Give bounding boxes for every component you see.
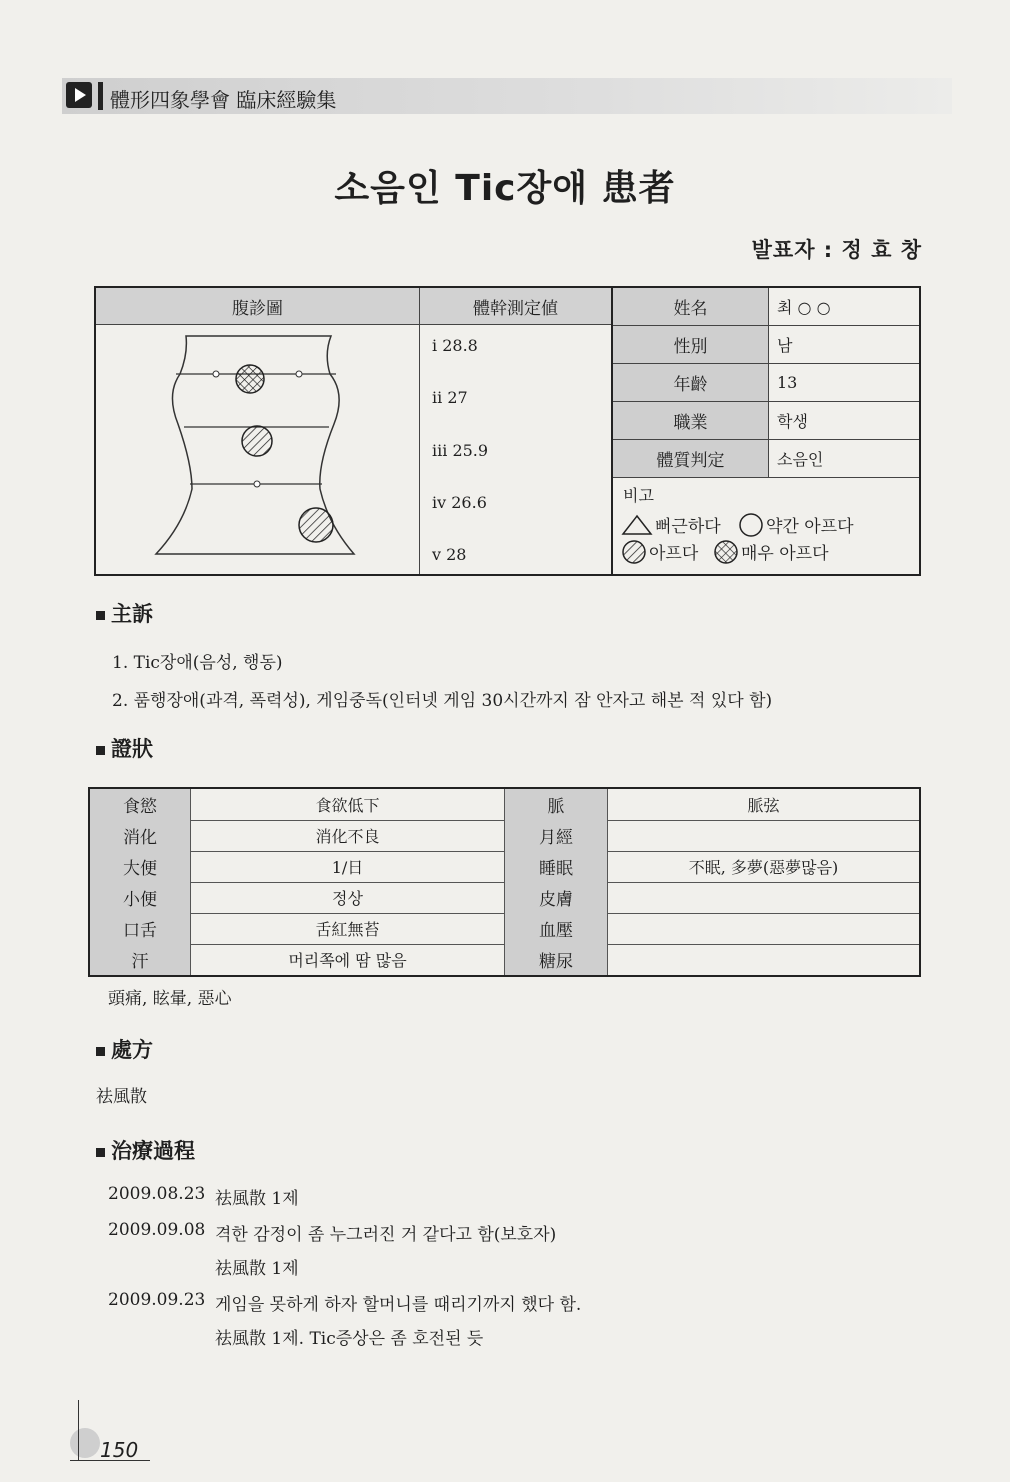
info-label: 職業 xyxy=(613,402,769,439)
info-value: 소음인 xyxy=(777,450,824,469)
symptom-label: 口舌 xyxy=(90,913,191,944)
complaint-item-2: 2. 품행장애(과격, 폭력성), 게임중독(인터넷 게임 30시간까지 잠 안자고 해본 적 있다 함) xyxy=(112,691,773,711)
symptom-label: 脈 xyxy=(505,789,608,820)
patient-info-table xyxy=(94,286,921,576)
treatment-date: 2009.08.23 xyxy=(108,1184,206,1204)
prescription-heading: 處方 xyxy=(96,1034,153,1064)
treatment-text: 격한 감정이 좀 누그러진 거 같다고 함(보호자) xyxy=(215,1225,557,1245)
symptom-note: 頭痛, 眩暈, 惡心 xyxy=(108,989,232,1009)
play-icon xyxy=(66,82,92,108)
info-value: 13 xyxy=(777,373,798,392)
symptom-label: 月經 xyxy=(505,820,608,851)
measurement-iv: iv 26.6 xyxy=(432,493,487,512)
table-row xyxy=(90,820,919,852)
remarks-legend xyxy=(613,477,919,574)
symptom-value xyxy=(608,944,919,975)
measurement-values xyxy=(420,324,613,574)
treatment-text: 祛風散 1제. Tic증상은 좀 호전된 듯 xyxy=(215,1329,484,1349)
info-row-occupation xyxy=(613,402,919,440)
torso-diagram-icon xyxy=(96,324,419,574)
abdominal-diagram xyxy=(96,324,420,574)
info-row-sex xyxy=(613,326,919,364)
symptom-value: 不眠, 多夢(惡夢많음) xyxy=(688,858,839,877)
info-value: 학생 xyxy=(777,412,808,431)
treatment-text: 祛風散 1제 xyxy=(215,1189,299,1209)
legend-text: 뻐근하다 xyxy=(655,517,721,537)
header-divider xyxy=(98,82,103,110)
crosshatched-circle-icon xyxy=(713,540,739,564)
symptoms-table xyxy=(88,787,921,977)
page-divider xyxy=(78,1400,79,1460)
symptom-label: 食慾 xyxy=(90,789,191,820)
treatment-text: 게임을 못하게 하자 할머니를 때리기까지 했다 함. xyxy=(215,1295,582,1315)
measurement-i: i 28.8 xyxy=(432,336,478,355)
treatment-date: 2009.09.23 xyxy=(108,1290,206,1310)
symptom-label: 汗 xyxy=(90,944,191,975)
circle-icon xyxy=(738,513,764,537)
treatment-date: 2009.09.08 xyxy=(108,1220,206,1240)
symptom-value xyxy=(608,913,919,944)
measurement-header: 體幹測定値 xyxy=(420,288,613,325)
symptom-label: 大便 xyxy=(90,851,191,882)
treatment-text: 祛風散 1제 xyxy=(215,1259,299,1279)
symptom-label: 消化 xyxy=(90,820,191,851)
chief-complaint-heading: 主訴 xyxy=(96,598,153,628)
presenter: 발표자 : 정 효 창 xyxy=(751,238,922,262)
symptom-value: 1/日 xyxy=(191,851,505,882)
symptom-label: 皮膚 xyxy=(505,882,608,913)
measurement-v: v 28 xyxy=(432,545,467,564)
legend-severe-pain xyxy=(713,539,829,564)
symptom-label: 糖尿 xyxy=(505,944,608,975)
table-row xyxy=(90,882,919,914)
prescription-text: 祛風散 xyxy=(96,1087,147,1107)
info-row-age xyxy=(613,364,919,402)
legend-text: 아프다 xyxy=(649,544,699,564)
symptom-value: 정상 xyxy=(191,882,505,913)
table-row xyxy=(90,913,919,945)
page-number: 150 xyxy=(100,1438,139,1462)
info-label: 年齡 xyxy=(613,364,769,401)
symptom-value: 머리쪽에 땀 많음 xyxy=(191,944,505,975)
symptom-value xyxy=(608,820,919,851)
info-label: 姓名 xyxy=(613,288,769,325)
page-marker xyxy=(70,1428,100,1458)
legend-slight-pain xyxy=(738,512,854,537)
legend-text: 약간 아프다 xyxy=(766,517,854,537)
treatment-heading: 治療過程 xyxy=(96,1135,195,1165)
symptom-value: 脈弦 xyxy=(747,796,780,815)
table-row xyxy=(90,851,919,883)
legend-stiff xyxy=(621,512,721,537)
symptom-value: 舌紅無苔 xyxy=(191,913,505,944)
table-row xyxy=(90,944,919,975)
symptoms-heading: 證狀 xyxy=(96,733,153,763)
complaint-item-1: 1. Tic장애(음성, 행동) xyxy=(112,653,283,673)
table-row xyxy=(90,789,919,821)
info-row-constitution xyxy=(613,440,919,478)
legend-pain xyxy=(621,539,698,564)
symptom-label: 小便 xyxy=(90,882,191,913)
symptom-value: 食欲低下 xyxy=(191,789,505,820)
info-label: 性別 xyxy=(613,326,769,363)
running-header xyxy=(62,78,952,114)
info-value: 남 xyxy=(777,336,793,355)
measurement-iii: iii 25.9 xyxy=(432,441,489,460)
symptom-value xyxy=(608,882,919,913)
measurement-ii: ii 27 xyxy=(432,388,468,407)
triangle-icon xyxy=(621,514,653,536)
info-value: 최 ○ ○ xyxy=(777,298,831,317)
remarks-label: 비고 xyxy=(623,486,654,505)
document-title: 소음인 Tic장애 患者 xyxy=(334,168,676,209)
hatched-circle-icon xyxy=(621,540,647,564)
info-label: 體質判定 xyxy=(613,440,769,477)
legend-text: 매우 아프다 xyxy=(741,544,829,564)
header-title: 體形四象學會 臨床經驗集 xyxy=(110,88,337,112)
symptom-label: 睡眠 xyxy=(505,851,608,882)
symptom-label: 血壓 xyxy=(505,913,608,944)
info-row-name xyxy=(613,288,919,326)
symptom-value: 消化不良 xyxy=(191,820,505,851)
abdominal-diagram-header: 腹診圖 xyxy=(96,288,420,325)
